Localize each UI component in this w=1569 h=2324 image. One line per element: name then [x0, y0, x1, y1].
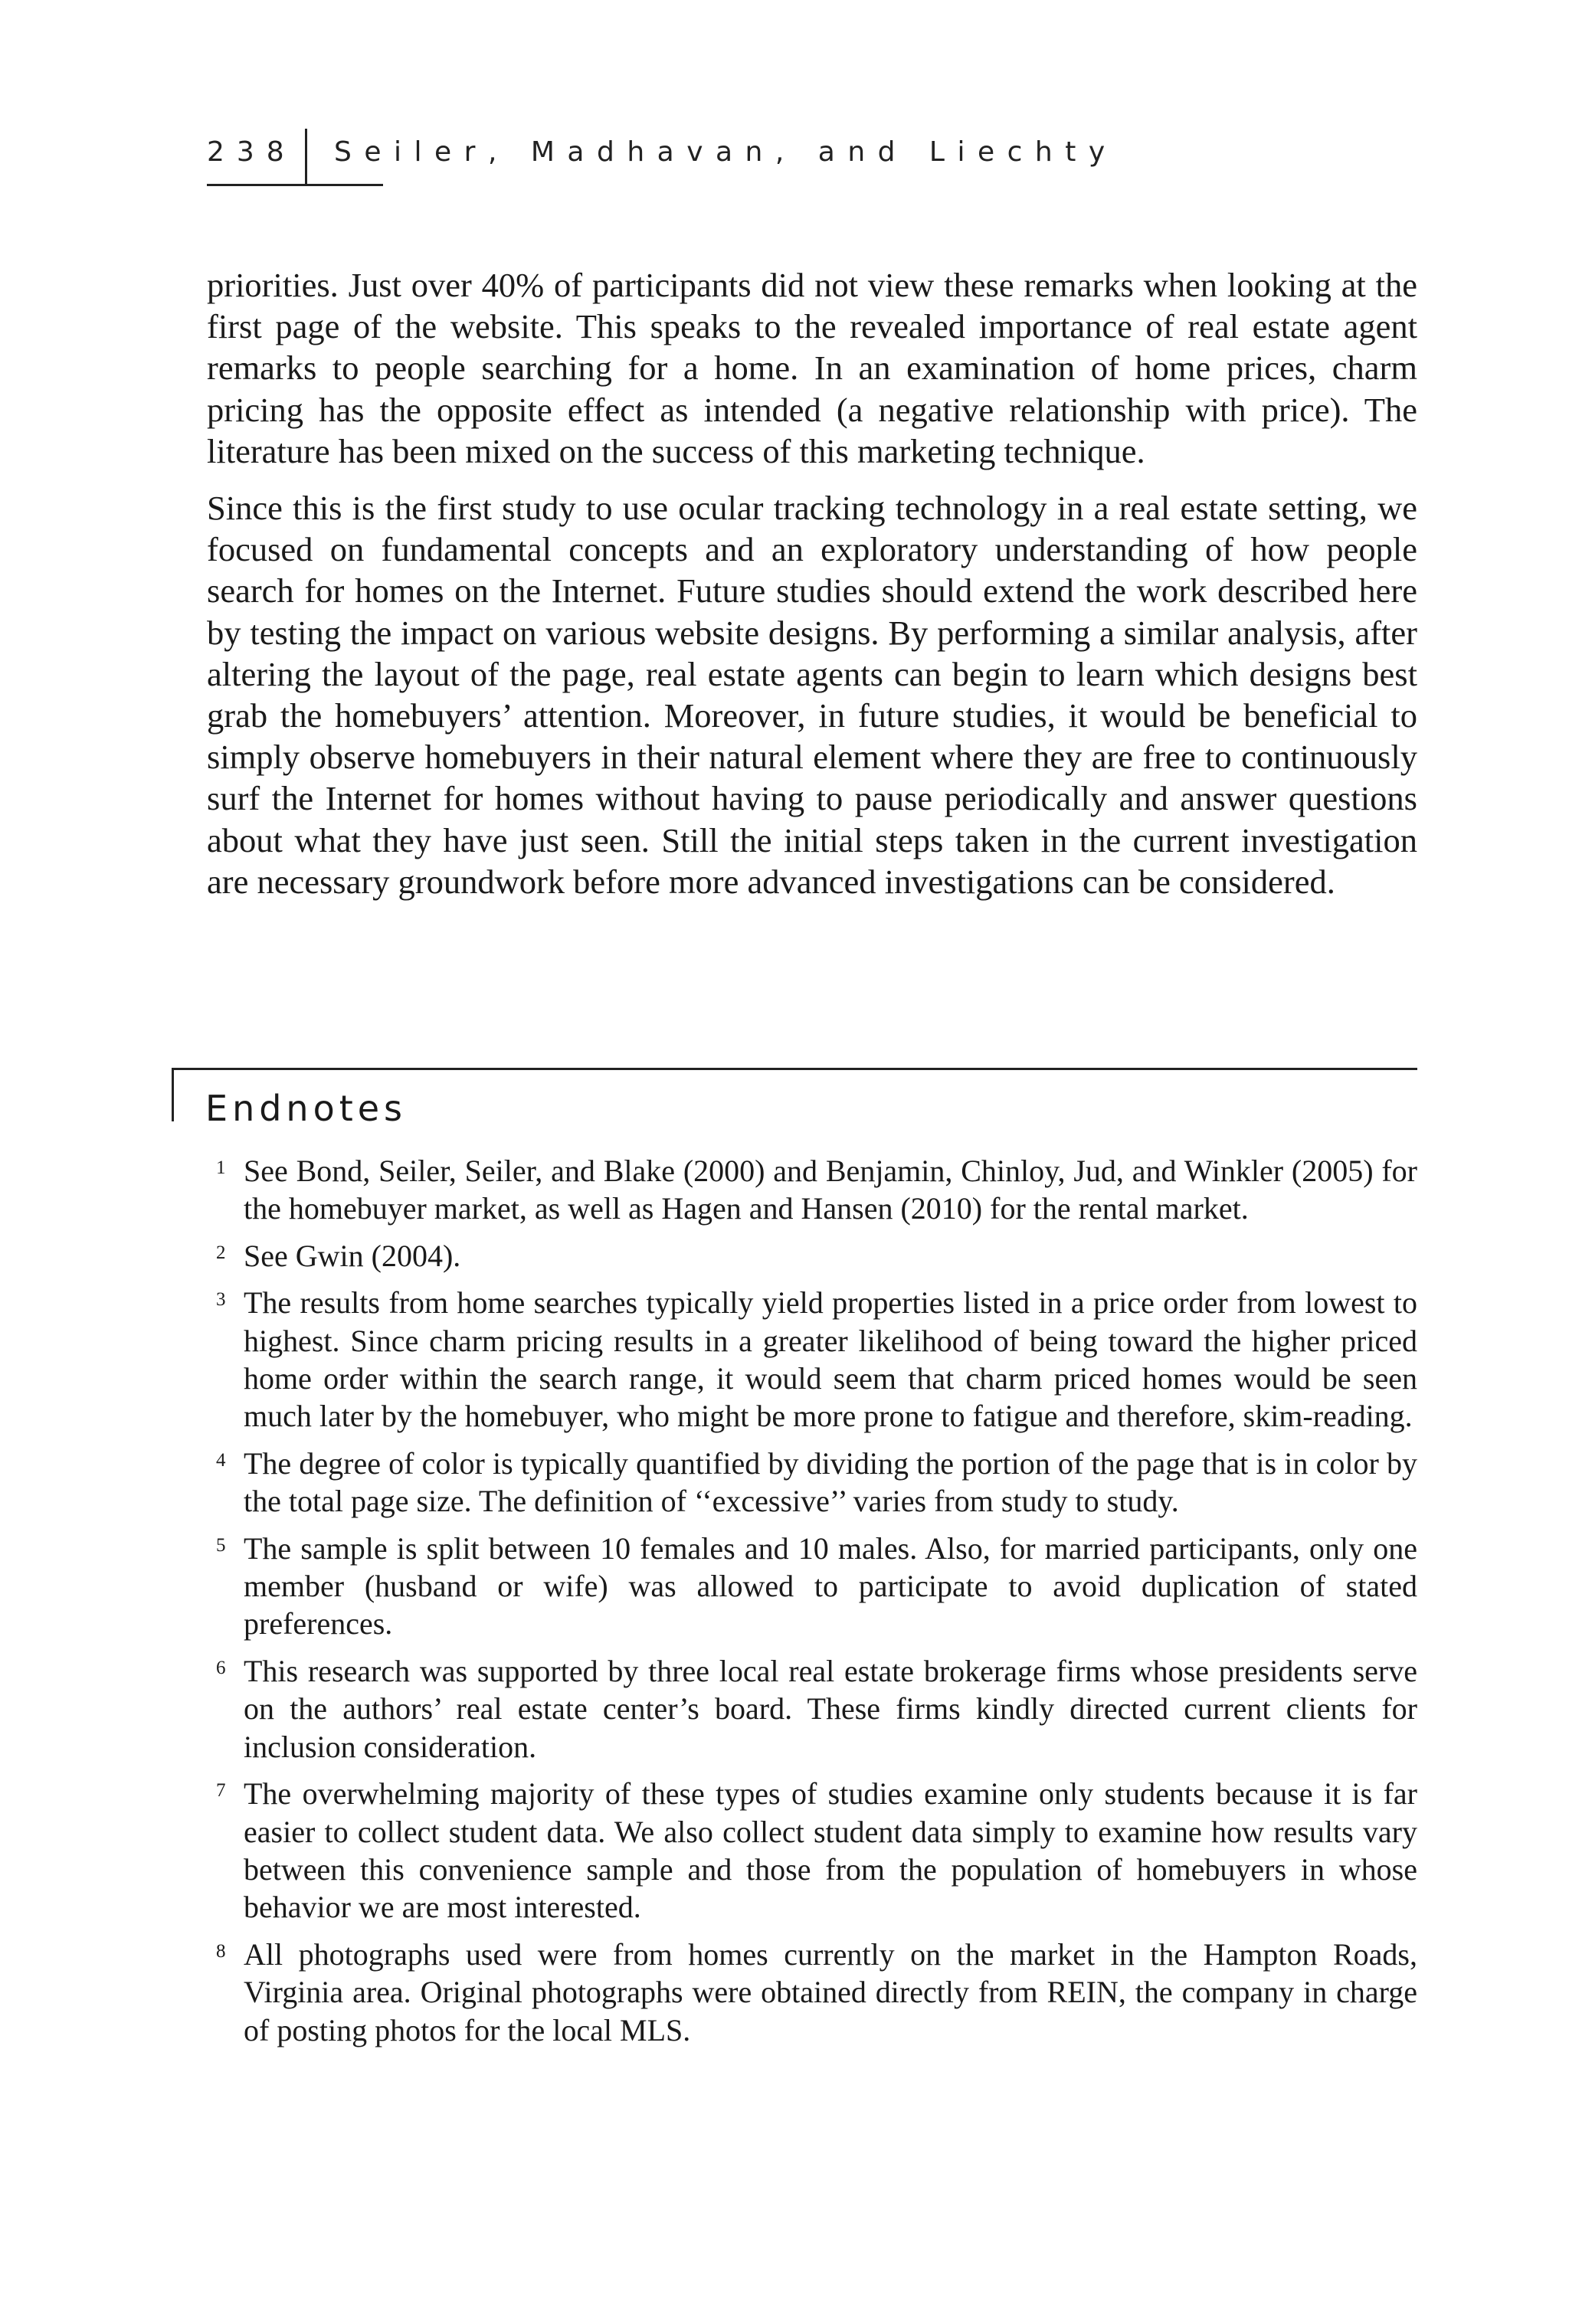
endnote-text: This research was supported by three local real estate brokerage firms whose presidents serve on the authors’ real estate center’s board. These firms kindly directed current clients for inclusion consideration. — [244, 1653, 1417, 1764]
endnote-number: 2 — [216, 1242, 226, 1263]
endnote-text: All photographs used were from homes currently on the market in the Hampton Roads, Virginia area. Original photographs were obtained directly from REIN, the company in charge of posting photos for the local MLS. — [244, 1936, 1417, 2047]
running-head-underline — [207, 184, 383, 186]
endnote-text: See Bond, Seiler, Seiler, and Blake (2000) and Benjamin, Chinloy, Jud, and Winkler (2005) for the homebuyer market, as well as Hagen and Hansen (2010) for the rental market. — [244, 1154, 1417, 1226]
endnote-text: The sample is split between 10 females and 10 males. Also, for married participants, only one member (husband or wife) was allowed to participate to avoid duplication of stated preferences. — [244, 1530, 1417, 1642]
endnote-item — [207, 1284, 1417, 1435]
running-head — [207, 129, 1118, 190]
endnote-number: 1 — [216, 1157, 226, 1178]
endnote-text: The results from home searches typically yield properties listed in a price order from lowest to highest. Since charm pricing results in a greater likelihood of being toward the higher priced home order within the search range, it would seem that charm priced homes would be seen much later by the homebuyer, who might be more prone to fatigue and therefore, skim-reading. — [244, 1285, 1417, 1434]
running-head-divider — [305, 129, 307, 184]
body-paragraph: priorities. Just over 40% of participants did not view these remarks when looking at the first page of the website. This speaks to the revealed importance of real estate agent remarks to people searching for a home. In an examination of home prices, charm pricing has the opposite effect as intended (a negative relationship with price). The literature has been mixed on the success of this marketing technique. — [207, 266, 1417, 470]
endnote-item — [207, 1237, 1417, 1275]
endnote-number: 5 — [216, 1534, 226, 1556]
endnote-item — [207, 1152, 1417, 1228]
endnotes-rule-vertical — [172, 1068, 174, 1121]
body-text — [207, 264, 1417, 918]
endnotes-heading: Endnotes — [205, 1088, 408, 1129]
endnote-text: See Gwin (2004). — [244, 1238, 461, 1273]
page-number: 238 — [207, 136, 296, 168]
body-paragraph: Since this is the first study to use ocular tracking technology in a real estate setting, we focused on fundamental concepts and an exploratory understanding of how people search for homes on the Internet. Future studies should extend the work described here by testing the impact on various website designs. By performing a similar analysis, after altering the layout of the page, real estate agents can begin to learn which designs best grab the homebuyers’ attention. Moreover, in future studies, it would be beneficial to simply observe homebuyers in their natural element where they are free to continuously surf the Internet for homes without having to pause periodically and answer questions about what they have just seen. Still the initial steps taken in the current investigation are necessary groundwork before more advanced investigations can be considered. — [207, 489, 1417, 901]
endnote-item — [207, 1445, 1417, 1520]
endnotes-rule-horizontal — [172, 1068, 1417, 1070]
endnote-item — [207, 1936, 1417, 2049]
endnote-text: The degree of color is typically quantified by dividing the portion of the page that is in color by the total page size. The definition of ‘‘excessive’’ varies from study to study. — [244, 1445, 1417, 1519]
endnote-item — [207, 1775, 1417, 1926]
endnote-text: The overwhelming majority of these types of studies examine only students because it is far easier to collect student data. We also collect student data simply to examine how results vary between this convenience sample and those from the population of homebuyers in whose behavior we are most interested. — [244, 1776, 1417, 1925]
endnote-number: 8 — [216, 1940, 226, 1962]
endnote-number: 3 — [216, 1289, 226, 1311]
endnote-item — [207, 1652, 1417, 1766]
endnote-number: 7 — [216, 1780, 226, 1802]
running-head-authors: Seiler, Madhavan, and Liechty — [334, 136, 1118, 168]
endnote-number: 6 — [216, 1657, 226, 1678]
endnote-item — [207, 1530, 1417, 1643]
endnotes-list — [207, 1152, 1417, 2058]
endnote-number: 4 — [216, 1449, 226, 1471]
